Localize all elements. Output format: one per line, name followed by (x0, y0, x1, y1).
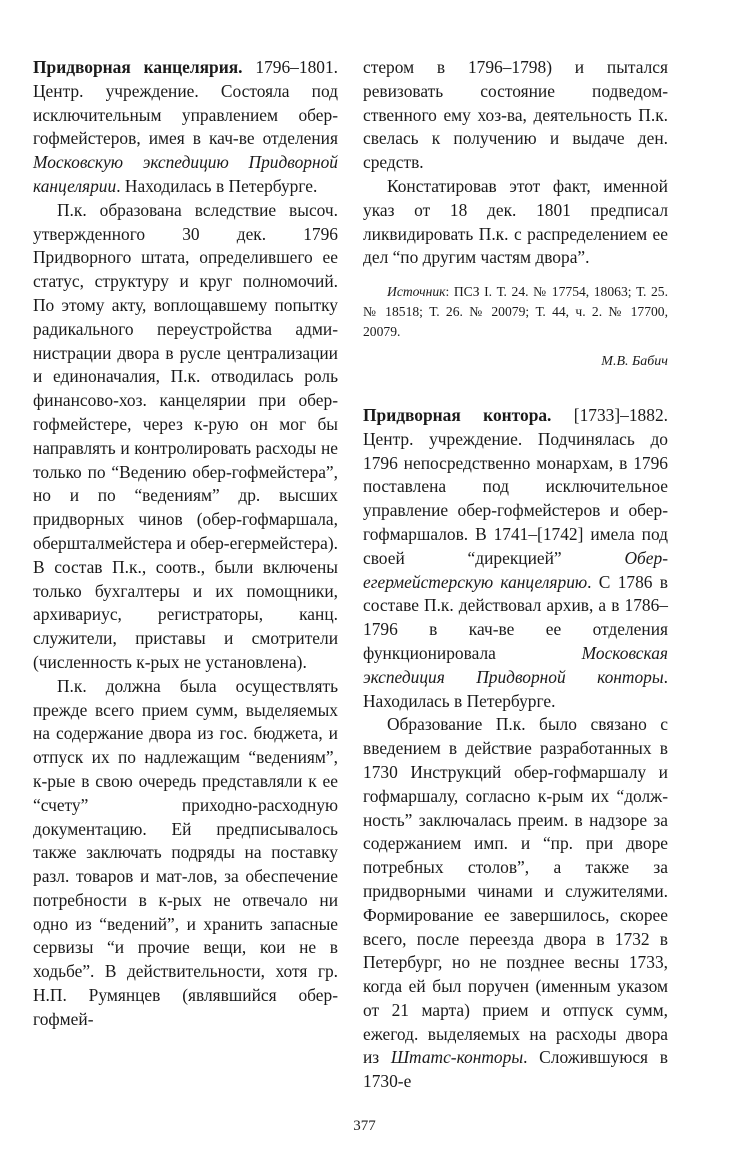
entry-text: . С 1786 в составе П.к. действовал архив, а в 1786–1796 в кач-ве ее отделения функционировала (363, 571, 668, 663)
entry-paragraph (363, 404, 668, 713)
left-column (33, 56, 338, 1032)
source-text: : ПСЗ I. Т. 24. № 17754, 18063; Т. 25. № 18518; Т. 26. № 20079; Т. 44, ч. 2. № 17700, 20079. (363, 284, 668, 340)
entry-text: . Находилась в Петербурге. (363, 666, 668, 711)
cross-reference: Оберегермейстерскую канцелярию (363, 547, 668, 592)
body-paragraph (363, 713, 668, 1094)
entry-text: [1733]–1882. Центр. учреждение. Подчинялась до 1796 непосредственно монархам, в 1796 поставлена под исключительное управление обер-гофмейстеров и обер-гофмаршалов. В 1741–[1742] имела под своей “дирекцией” (363, 404, 668, 568)
author-signature: М.В. Бабич (601, 354, 668, 370)
entry-text: . Сложившуюся в 1730-е (363, 1047, 668, 1092)
page-number: 377 (353, 1118, 376, 1134)
entry-text: . Находилась в Петербурге. (116, 175, 318, 196)
cross-reference: Московская экспедиция Придворной конторы (363, 642, 668, 687)
right-column (363, 56, 668, 1094)
source-citation (363, 282, 668, 342)
entry-title: Придворная контора. (363, 404, 552, 425)
body-paragraph: Констатировав этот факт, именной указ от 18 дек. 1801 предписал ликвидировать П.к. с распределением ее дел “по другим частям двора”. (363, 175, 668, 268)
body-paragraph: стером в 1796–1798) и пытался ревизовать состояние подведомственного ему хоз-ва, деятельность П.к. свелась к получению и выдаче ден. средств. (363, 57, 668, 173)
body-paragraph: П.к. должна была осуществлять прежде всего прием сумм, выделяемых на содержание двора из гос. бюджета, и отпуск их по надлежащим “ведениям”, к-рые в свою очередь представляли к ее “счету” приходно-расходную документацию. Ей предписывалось также заключать подряды на поставку разл. товаров и мат-лов, за обеспечение потребности в к-рых не отвечало ни одно из “ведений”, и хранить запасные сервизы “и прочие вещи, кои не в ходьбе”. В действительности, хотя гр. Н.П. Румянцев (являвшийся обер-гофмей- (33, 675, 338, 1029)
cross-reference: Московскую экспедицию Придворной канцелярии (33, 152, 338, 196)
body-paragraph: П.к. образована вследствие высоч. утвержденного 30 дек. 1796 Придворного штата, определившего ее статус, структуру и круг полномочий. По этому акту, воплощавшему попытку радикального переустройства администрации двора в русле централизации и единоначалия, П.к. отводилась роль финансово-хоз. канцелярии при обер-гофмейстере, через к-рую он мог бы направлять и контролировать расходы не только по “Ведению обер-гофмейстера”, но и по “ведениям” др. высших придворных чинов (обер-гофмаршала, обершталмейстера и обер-егермейстера). В состав П.к., соотв., были включены только бухгалтеры и их помощники, архивариус, регистраторы, канц. служители, приставы и смотрители (численность к-рых не установлена). (33, 199, 338, 672)
entry-text: 1796–1801. Центр. учреждение. Состояла под исключительным управлением обер-гофмейстеров, имея в кач-ве отделения (33, 57, 338, 149)
entry-paragraph (33, 56, 338, 199)
entry-text: Образование П.к. было связано с введением в действие разработанных в 1730 Инструкций обер-гофмаршалу и гофмаршалу, согласно к-рым их “должность” заключалась преим. в надзоре за содержанием имп. и “пр. при дворе потребных столов”, а также за придворными чинами и служителями. Формирование ее завершилось, скорее всего, после переезда двора в 1732 в Петербург, но не позднее весны 1733, когда ей был поручен (именным указом от 21 марта) прием и отпуск сумм, ежегод. выделяемых на расходы двора из (363, 714, 668, 1068)
entry-title: Придворная канцелярия. (33, 57, 243, 77)
source-label: Источник (387, 284, 446, 300)
cross-reference: Штатс-конторы (390, 1047, 524, 1068)
